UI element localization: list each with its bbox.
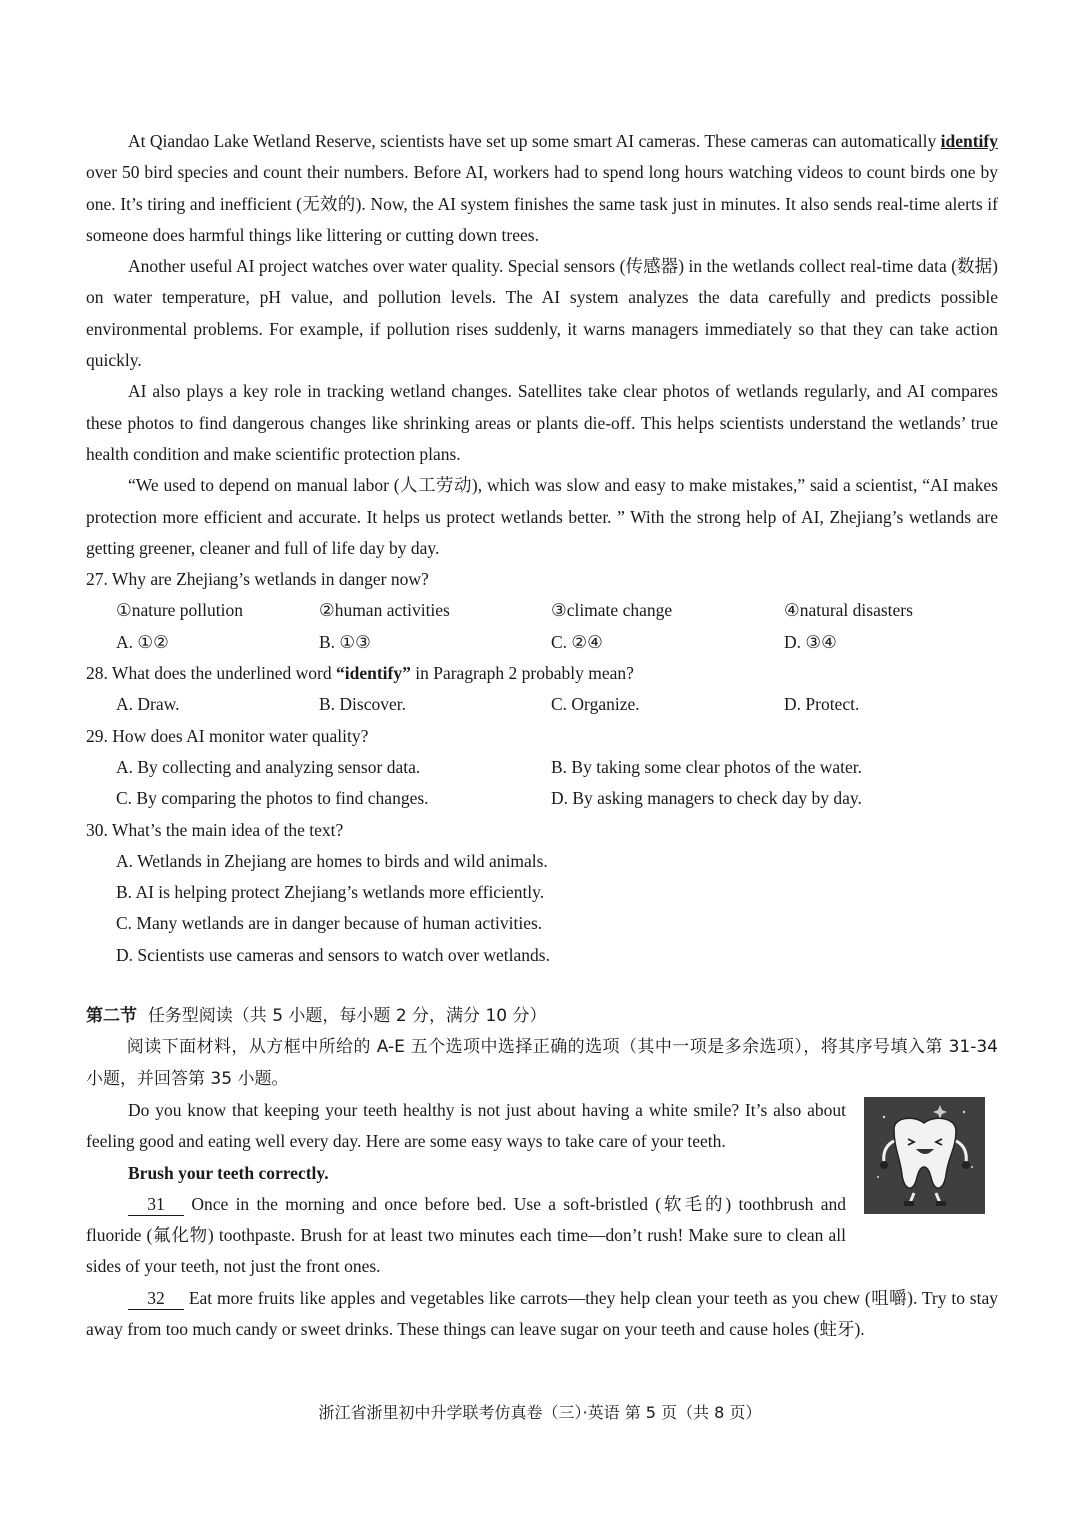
q30-choice-b: B. AI is helping protect Zhejiang’s wetlands more efficiently. xyxy=(116,882,545,903)
question-29-stem: 29. How does AI monitor water quality? xyxy=(86,725,369,746)
q28-choice-a: A. Draw. xyxy=(116,694,180,715)
section-2-title: 任务型阅读（共 5 小题，每小题 2 分，满分 10 分） xyxy=(147,1006,547,1027)
question-27-choices xyxy=(86,627,998,658)
question-29-choices-row-1 xyxy=(86,752,998,783)
question-28-stem xyxy=(86,658,998,689)
question-28-choices xyxy=(86,689,998,720)
q30-choice-c: C. Many wetlands are in danger because of human activities. xyxy=(116,913,543,934)
passage-paragraph-3: AI also plays a key role in tracking wetland changes. Satellites take clear photos of wetlands regularly, and AI compares these photos to find dangerous changes like shrinking areas or plants die-off. This helps scientists understand the wetlands’ true health condition and make scientific protection plans. xyxy=(86,381,998,464)
q28-choice-b: B. Discover. xyxy=(319,694,407,715)
q28-stem-after: in Paragraph 2 probably mean? xyxy=(410,663,634,684)
paragraph-32 xyxy=(86,1283,998,1346)
teeth-subheading: Brush your teeth correctly. xyxy=(128,1162,329,1183)
q28-stem-keyword: “identify” xyxy=(335,663,411,684)
q27-item-1: ①nature pollution xyxy=(116,600,243,621)
p1-before: At Qiandao Lake Wetland Reserve, scientists have set up some smart AI cameras. These cameras can automatically xyxy=(128,131,941,151)
q29-choice-d: D. By asking managers to check day by day. xyxy=(551,788,862,809)
page-footer: 浙江省浙里初中升学联考仿真卷（三）·英语 第 5 页（共 8 页） xyxy=(318,1403,762,1422)
passage-paragraph-1 xyxy=(86,126,998,251)
question-30-stem: 30. What’s the main idea of the text? xyxy=(86,819,344,840)
passage-paragraph-4: “We used to depend on manual labor (人工劳动), which was slow and easy to make mistakes,” said a scientist, “AI makes protection more efficient and accurate. It helps us protect wetlands better. ” With the strong help of AI, Zhejiang’s wetlands are getting greener, cleaner and full of life day by day. xyxy=(86,475,998,558)
q30-choice-a: A. Wetlands in Zhejiang are homes to birds and wild animals. xyxy=(116,850,548,871)
q27-choice-b: B. ①③ xyxy=(319,631,371,652)
question-29-choices-row-2 xyxy=(86,783,998,814)
blank-31[interactable]: 31 xyxy=(128,1193,184,1216)
teeth-intro-paragraph: Do you know that keeping your teeth healthy is not just about having a white smile? It’s also about feeling good and eating well every day. Here are some easy ways to take care of your teeth. xyxy=(86,1099,846,1152)
tooth-cartoon-image xyxy=(864,1097,985,1214)
q30-choice-d: D. Scientists use cameras and sensors to watch over wetlands. xyxy=(116,944,550,965)
q28-choice-c: C. Organize. xyxy=(551,694,640,715)
section-2-narrow-column xyxy=(86,1095,846,1283)
q27-choice-c: C. ②④ xyxy=(551,631,603,652)
p1-after: over 50 bird species and count their numbers. Before AI, workers had to spend long hours watching videos to count birds one by one. It’s tiring and inefficient (无效的). Now, the AI system finishes the same task just in minutes. It also sends real-time alerts if someone does harmful things like littering or cutting down trees. xyxy=(86,162,998,245)
q27-item-4: ④natural disasters xyxy=(784,600,913,621)
q28-stem-before: 28. What does the underlined word xyxy=(86,663,336,684)
p32-text: Eat more fruits like apples and vegetables like carrots—they help clean your teeth as you chew (咀嚼). Try to stay away from too much candy or sweet drinks. These things can leave sugar on your teeth and cause holes (蛀牙). xyxy=(86,1287,998,1339)
section-2-heading xyxy=(86,1001,998,1032)
q28-choice-d: D. Protect. xyxy=(784,694,860,715)
exam-page-content xyxy=(86,126,998,1345)
question-27-stem: 27. Why are Zhejiang’s wetlands in danger now? xyxy=(86,569,429,590)
q29-choice-b: B. By taking some clear photos of the water. xyxy=(551,756,863,777)
q29-choice-c: C. By comparing the photos to find changes. xyxy=(116,788,429,809)
q29-choice-a: A. By collecting and analyzing sensor data. xyxy=(116,756,421,777)
q27-choice-a: A. ①② xyxy=(116,631,169,652)
tooth-icon xyxy=(864,1097,985,1214)
section-2-instructions: 阅读下面材料，从方框中所给的 A-E 五个选项中选择正确的选项（其中一项是多余选项），将其序号填入第 31-34 小题，并回答第 35 小题。 xyxy=(86,1037,998,1089)
paragraph-31-start xyxy=(86,1189,846,1283)
q27-choice-d: D. ③④ xyxy=(784,631,837,652)
blank-32[interactable]: 32 xyxy=(128,1287,184,1310)
q27-item-2: ②human activities xyxy=(319,600,450,621)
q27-item-3: ③climate change xyxy=(551,600,673,621)
passage-paragraph-2: Another useful AI project watches over water quality. Special sensors (传感器) in the wetlands collect real-time data (数据) on water temperature, pH value, and pollution levels. The AI system analyzes the data carefully and predicts possible environmental problems. For example, if pollution rises suddenly, it warns managers immediately so that they can take action quickly. xyxy=(86,256,998,371)
p31-text: Once in the morning and once before bed. Use a soft-bristled (软毛的) toothbrush and fluoride (氟化物) toothpaste. Brush for at least two minutes each time—don’t rush! Make sure to clean all sides of your teeth, not just the front ones. xyxy=(86,1193,846,1277)
section-2-label: 第二节 xyxy=(86,1006,137,1027)
question-27-items xyxy=(86,595,998,626)
underlined-keyword: identify xyxy=(940,131,998,151)
